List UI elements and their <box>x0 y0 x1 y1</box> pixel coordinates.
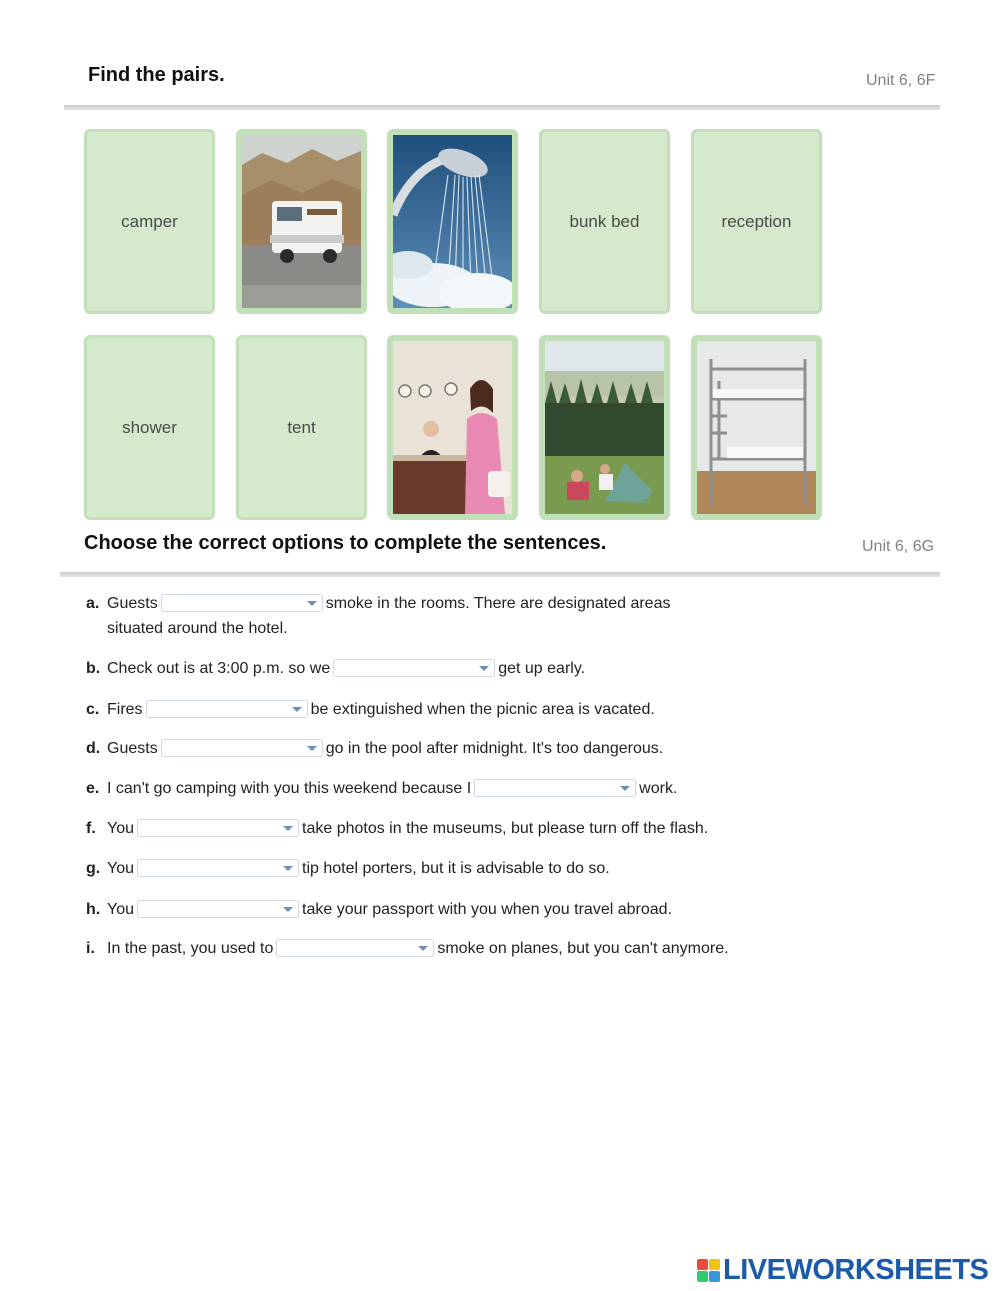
sentence-e <box>86 776 677 801</box>
sentence-label: i. <box>86 940 95 957</box>
liveworksheets-logo[interactable] <box>697 1254 988 1286</box>
card-reception[interactable] <box>691 129 822 314</box>
answer-dropdown-g[interactable] <box>137 859 299 877</box>
dropdown-arrow-icon <box>292 707 302 712</box>
section-unit-6g: Unit 6, 6G <box>862 538 935 555</box>
card-tent[interactable] <box>236 335 367 520</box>
sentence-h <box>86 897 672 922</box>
card-hotel-reception-photo[interactable] <box>387 335 518 520</box>
sentence-label: a. <box>86 595 100 612</box>
dropdown-arrow-icon <box>479 666 489 671</box>
dropdown-arrow-icon <box>620 786 630 791</box>
dropdown-arrow-icon <box>283 826 293 831</box>
logo-block <box>697 1271 708 1282</box>
answer-dropdown-d[interactable] <box>161 739 323 757</box>
camper-van-photo-icon <box>242 135 361 308</box>
sentence-f <box>86 816 708 841</box>
sentence-text: You <box>107 901 134 918</box>
card-bunk-bed-photo[interactable] <box>691 335 822 520</box>
sentence-label: g. <box>86 860 101 877</box>
sentence-d <box>86 736 663 761</box>
sentence-c <box>86 697 655 722</box>
hotel-reception-photo-icon <box>393 341 512 514</box>
sentence-text: Guests <box>107 740 158 757</box>
answer-dropdown-a[interactable] <box>161 594 323 612</box>
dropdown-arrow-icon <box>418 946 428 951</box>
logo-block <box>697 1259 708 1270</box>
sentence-text: In the past, you used to <box>107 940 274 957</box>
bunk-bed-photo-icon <box>697 341 816 514</box>
sentence-text: You <box>107 860 134 877</box>
shower-head-photo-icon <box>393 135 512 308</box>
sentence-text: be extinguished when the picnic area is vacated. <box>310 701 655 718</box>
card-bunk-bed[interactable] <box>539 129 670 314</box>
answer-dropdown-c[interactable] <box>146 700 308 718</box>
logo-text: LIVEWORKSHEETS <box>723 1253 989 1286</box>
logo-block <box>709 1271 720 1282</box>
answer-dropdown-b[interactable] <box>333 659 495 677</box>
sentence-text: smoke on planes, but you can't anymore. <box>437 940 729 957</box>
card-label: reception <box>721 211 792 231</box>
sentence-label: f. <box>86 820 96 837</box>
sentence-text: smoke in the rooms. There are designated areas <box>325 595 671 612</box>
sentence-text: Fires <box>107 701 143 718</box>
section-title-choose-options: Choose the correct options to complete the sentences. <box>84 532 607 554</box>
sentence-label: h. <box>86 901 101 918</box>
sentence-a <box>86 591 670 616</box>
sentence-text: take your passport with you when you travel abroad. <box>302 901 672 918</box>
sentence-text: You <box>107 820 134 837</box>
sentence-text: work. <box>639 780 678 797</box>
sentence-i <box>86 936 729 961</box>
card-shower[interactable] <box>84 335 215 520</box>
card-label: tent <box>287 417 316 437</box>
answer-dropdown-i[interactable] <box>276 939 434 957</box>
sentence-text: take photos in the museums, but please turn off the flash. <box>302 820 709 837</box>
sentence-b <box>86 656 585 681</box>
card-label: bunk bed <box>569 211 640 231</box>
card-shower-head-photo[interactable] <box>387 129 518 314</box>
answer-dropdown-e[interactable] <box>474 779 636 797</box>
sentence-text: tip hotel porters, but it is advisable to do so. <box>302 860 610 877</box>
sentence-text: go in the pool after midnight. It's too dangerous. <box>325 740 664 757</box>
answer-dropdown-f[interactable] <box>137 819 299 837</box>
dropdown-arrow-icon <box>307 746 317 751</box>
section-unit-6f: Unit 6, 6F <box>866 72 936 89</box>
card-label: shower <box>122 417 177 437</box>
sentence-g <box>86 856 610 881</box>
dropdown-arrow-icon <box>283 866 293 871</box>
sentence-label: d. <box>86 740 101 757</box>
section-divider <box>64 105 940 110</box>
answer-dropdown-h[interactable] <box>137 900 299 918</box>
sentence-label: b. <box>86 660 101 677</box>
dropdown-arrow-icon <box>307 601 317 606</box>
logo-block <box>709 1259 720 1270</box>
sentence-label: c. <box>86 701 100 718</box>
sentence-text: Check out is at 3:00 p.m. so we <box>107 660 331 677</box>
dropdown-arrow-icon <box>283 907 293 912</box>
card-camping-tent-photo[interactable] <box>539 335 670 520</box>
card-label: camper <box>121 211 178 231</box>
sentence-text: get up early. <box>498 660 586 677</box>
camping-tent-photo-icon <box>545 341 664 514</box>
sentence-label: e. <box>86 780 100 797</box>
section-divider <box>60 572 940 577</box>
section-title-find-pairs: Find the pairs. <box>88 64 225 86</box>
sentence-a-continuation: situated around the hotel. <box>107 620 288 637</box>
sentence-text: Guests <box>107 595 158 612</box>
card-camper[interactable] <box>84 129 215 314</box>
sentence-text: I can't go camping with you this weekend because I <box>107 780 472 797</box>
card-camper-van-photo[interactable] <box>236 129 367 314</box>
logo-blocks-icon <box>697 1259 720 1282</box>
